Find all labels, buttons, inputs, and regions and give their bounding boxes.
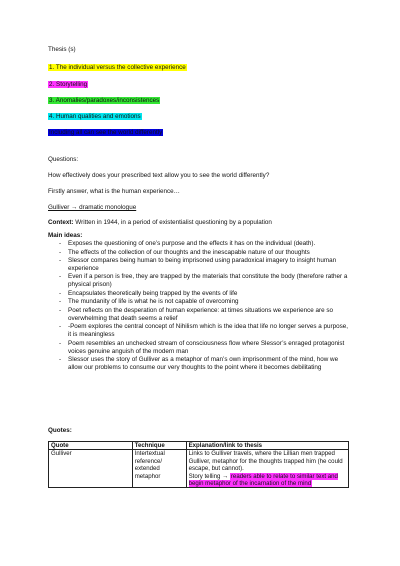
quotes-table xyxy=(48,441,349,488)
list-item: - The mundanity of life is what he is not capable of overcoming xyxy=(48,298,348,306)
thesis-item-1-text: 1. The individual versus the collective experience xyxy=(49,64,186,71)
cell-quote: Gulliver xyxy=(49,450,133,488)
story-telling-prefix: Story telling → xyxy=(188,472,229,480)
questions-heading: Questions: xyxy=(48,156,79,163)
list-item: - Slessor compares being human to being imprisoned using paradoxical imagery to insight human experience xyxy=(48,257,348,273)
thesis-heading: Thesis (s) xyxy=(48,46,76,53)
thesis-item-4-text: 4. Human qualities and emotions xyxy=(49,113,141,120)
column-header-explanation: Explanation/link to thesis xyxy=(186,442,348,450)
poem-form: Gulliver → dramatic monologue xyxy=(48,204,137,211)
list-item: - Poet reflects on the desperation of human experience: at times situations we experience are so overwhelming that death seems a relief xyxy=(48,307,348,323)
main-ideas-heading: Main ideas: xyxy=(48,232,83,239)
list-item: - Slessor uses the story of Gulliver as a metaphor of man’s own imprisonment of the mind, how we allow our problems to consume our very thoughts to the point where it becomes debilitating xyxy=(48,356,348,372)
main-ideas-list xyxy=(48,240,348,372)
thesis-item-5 xyxy=(48,129,163,137)
column-header-technique: Technique xyxy=(132,442,186,450)
question-2: Firstly answer, what is the human experience… xyxy=(48,188,180,195)
context-text: Written in 1944, in a period of existentialist questioning by a population xyxy=(75,219,272,226)
context-line xyxy=(48,219,272,227)
explanation-text: Links to Gulliver travels, where the Lillian men trapped Gulliver, metaphor for the thoughts trapped him (he could escape, but cannot). xyxy=(188,450,343,473)
cell-technique: Intertextual reference/ extended metaphor xyxy=(132,450,186,488)
thesis-item-2-text: 2. Storytelling xyxy=(49,81,88,88)
story-telling-line xyxy=(189,473,346,488)
table-row xyxy=(49,450,349,488)
cell-explanation xyxy=(186,450,348,488)
quotes-heading: Quotes: xyxy=(48,427,72,434)
thesis-item-5-text: Including all can see the world differently xyxy=(49,129,163,136)
list-item: - Poem resembles an unchecked stream of consciousness flow where Slessor’s enraged protagonist voices genuine anguish of the modern man xyxy=(48,340,348,356)
table-header-row xyxy=(49,442,349,450)
story-telling-highlight: readers able to relate to similar text and begin metaphor of the incarnation of the mind xyxy=(188,472,338,488)
context-label: Context: xyxy=(48,219,74,226)
thesis-item-3 xyxy=(48,97,160,105)
question-1: How effectively does your prescribed text allow you to see the world differently? xyxy=(48,172,270,179)
list-item: - Even if a person is free, they are trapped by the materials that constitute the body (therefore rather a physical prison) xyxy=(48,273,348,289)
list-item: - Exposes the questioning of one’s purpose and the effects it has on the individual (death). xyxy=(48,240,348,248)
thesis-item-1 xyxy=(48,64,187,72)
thesis-item-2 xyxy=(48,81,88,89)
list-item: - -Poem explores the central concept of Nihilism which is the idea that life no longer serves a purpose, it is meaningless xyxy=(48,323,348,339)
list-item: - Encapsulates theoretically being trapped by the events of life xyxy=(48,290,348,298)
thesis-item-4 xyxy=(48,113,142,121)
column-header-quote: Quote xyxy=(49,442,133,450)
list-item: - The effects of the collection of our thoughts and the inescapable nature of our thoughts xyxy=(48,249,348,257)
thesis-item-3-text: 3. Anomalies/paradoxes/inconsistences xyxy=(49,97,160,104)
